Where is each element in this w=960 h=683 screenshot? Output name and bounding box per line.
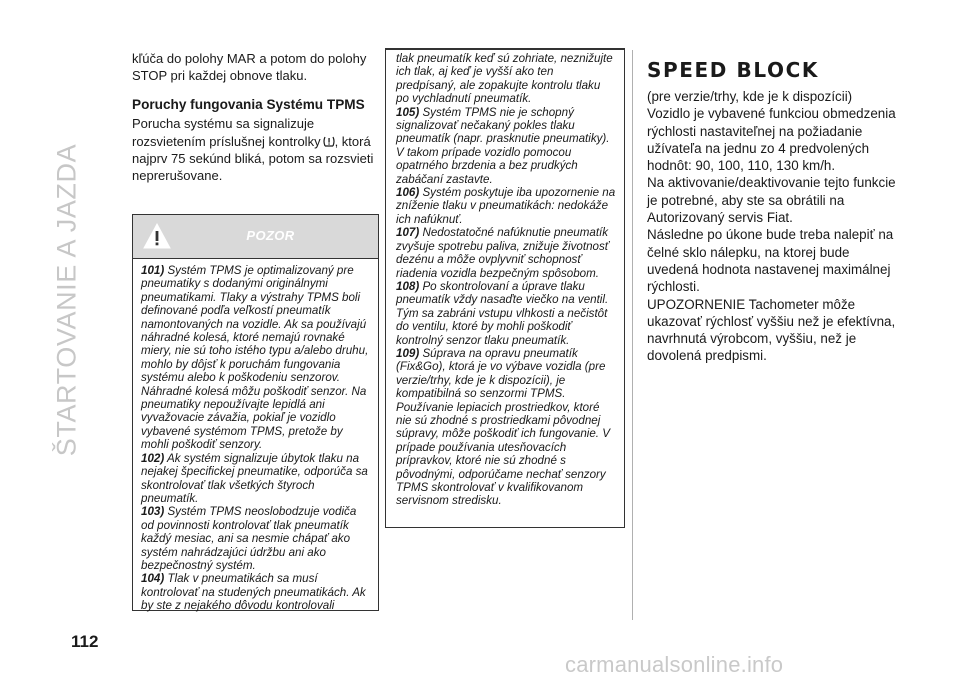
warning-note	[396, 347, 616, 508]
warning-note	[396, 226, 616, 280]
speed-block-paragraph: Následne po úkone bude treba nalepiť na čelné sklo nálepku, na ktorej bude uvedená hodnota nastavenej maximálnej rýchlosti.	[647, 227, 894, 295]
warning-box	[132, 214, 379, 611]
warning-box-continued	[385, 48, 625, 528]
warning-body	[133, 259, 378, 613]
note-number: 104)	[141, 572, 165, 586]
page-number: 112	[71, 632, 99, 651]
note-number: 105)	[396, 105, 420, 119]
note-text: Ak systém signalizuje úbytok tlaku na nejakej špecifickej pneumatike, odporúča sa skontrolovať tlak všetkých štyroch pneumatík.	[141, 451, 368, 505]
note-number: 107)	[396, 226, 420, 240]
speed-block-paragraph: Na aktivovanie/deaktivovanie tejto funkcie je potrebné, aby ste sa obrátili na Autorizovaný servis Fiat.	[647, 175, 896, 226]
note-text: Systém poskytuje iba upozornenie na zníženie tlaku v pneumatikách: nedokáže ich nafúknuť.	[396, 186, 616, 226]
continued-note-text: tlak pneumatík keď sú zohriate, neznižujte ich tlak, aj keď je vyšší ako ten predpísaný, ale zopakujte kontrolu tlaku po vychladnutí pneumatík.	[396, 52, 613, 106]
tpms-fault-text-a: Porucha systému sa signalizuje rozsvietením príslušnej kontrolky	[132, 116, 321, 149]
note-number: 101)	[141, 264, 165, 277]
note-text: Systém TPMS neoslobodzuje vodiča od povinnosti kontrolovať tlak pneumatík každý mesiac, ani sa nesmie chápať ako systém nahrádzajúci údržbu ani ako bezpečnostný systém.	[141, 505, 357, 572]
tire-pressure-warning-icon	[323, 135, 335, 148]
note-number: 108)	[396, 279, 420, 293]
note-number: 106)	[396, 186, 420, 200]
warning-title: POZOR	[246, 228, 295, 243]
note-text: Po skontrolovaní a úprave tlaku pneumatík vždy nasaďte viečko na ventil. Tým sa zabráni vstupu vlhkosti a nečistôt do ventilu, ktoré by mohli poškodiť kontrolný senzor tlaku pneumatík.	[396, 279, 609, 347]
speed-block-paragraph: UPOZORNENIE Tachometer môže ukazovať rýchlosť vyššiu než je efektívna, navrhnutá výrobcom, vyššiu, než je dovolená predpismi.	[647, 296, 896, 364]
column-1	[132, 50, 379, 184]
warning-note	[141, 572, 370, 612]
warning-note	[396, 280, 616, 347]
section-side-title: ŠTARTOVANIE A JAZDA	[51, 143, 82, 457]
warning-header	[133, 215, 378, 259]
note-number: 103)	[141, 505, 165, 519]
speed-block-heading: SPEED BLOCK	[647, 58, 820, 82]
speed-block-paragraph: (pre verzie/trhy, kde je k dispozícii) Vozidlo je vybavené funkciou obmedzenia rýchlosti nastaviteľnej na požiadanie užívateľa na jednu zo 4 predvolených hodnôt: 90, 100, 110, 130 km/h.	[647, 89, 896, 174]
watermark: carmanualsonline.info	[565, 652, 784, 677]
tpms-fault-paragraph	[132, 115, 379, 184]
warning-note	[141, 264, 370, 452]
note-text: Nedostatočné nafúknutie pneumatík zvyšuje spotrebu paliva, znižuje životnosť dezénu a môže ovplyvniť schopnosť riadenia vozidla bezpečným spôsobom.	[396, 226, 609, 280]
warning-note	[396, 106, 616, 186]
tpms-fault-heading: Poruchy fungovania Systému TPMS	[132, 97, 365, 113]
note-number: 102)	[141, 451, 165, 465]
note-number: 109)	[396, 346, 420, 360]
note-text: Tlak v pneumatikách sa musí kontrolovať na studených pneumatikách. Ak by ste z nejakého dôvodu kontrolovali	[141, 572, 366, 613]
warning-note	[396, 186, 616, 226]
warning-note	[141, 505, 370, 572]
warning-note	[141, 452, 370, 506]
tpms-fault-text-b: , ktorá najprv 75 sekúnd bliká, potom sa rozsvieti neprerušovane.	[132, 133, 374, 184]
note-text: Systém TPMS nie je schopný signalizovať nečakaný pokles tlaku pneumatík (napr. prasknutie pneumatiky). V takom prípade vozidlo pomocou opatrného brzdenia a bez prudkých zabáčaní zastavte.	[396, 105, 610, 186]
note-text: Systém TPMS je optimalizovaný pre pneumatiky s dodanými originálnymi pneumatikami. Tlaky a výstrahy TPMS boli definované podľa veľkostí pneumatík namontovaných na vozidle. Ak sa používajú náhradné kolesá, ktoré nemajú rovnaké miery, nie sú toho istého typu a/alebo druhu, mohlo by dôjsť k poruchám fungovania systému alebo k poškodeniu senzorov. Náhradné kolesá môžu poškodiť senzor. Na pneumatiky nepoužívajte lepidlá ani vyvažovacie závažia, pokiaľ je vozidlo vybavené systémom TPMS, pretože by mohli poškodiť senzory.	[141, 264, 369, 452]
note-text: Súprava na opravu pneumatík (Fix&Go), ktorá je vo výbave vozidla (pre verzie/trhy, kde je k dispozícii), je kompatibilná so senzormi TPMS. Používanie lepiacich prostriedkov, ktoré nie sú zhodné s prostriedkami pôvodnej súpravy, môže poškodiť ich fungovanie. V prípade používania utesňovacích prípravkov, ktoré nie sú zhodné s pôvodnými, odporúčame nechať senzory TPMS skontrolovať v kvalifikovanom servisnom stredisku.	[396, 346, 610, 508]
column-divider	[632, 50, 633, 620]
column-3	[647, 50, 897, 365]
intro-paragraph: kľúča do polohy MAR a potom do polohy STOP pri každej obnove tlaku.	[132, 51, 367, 84]
